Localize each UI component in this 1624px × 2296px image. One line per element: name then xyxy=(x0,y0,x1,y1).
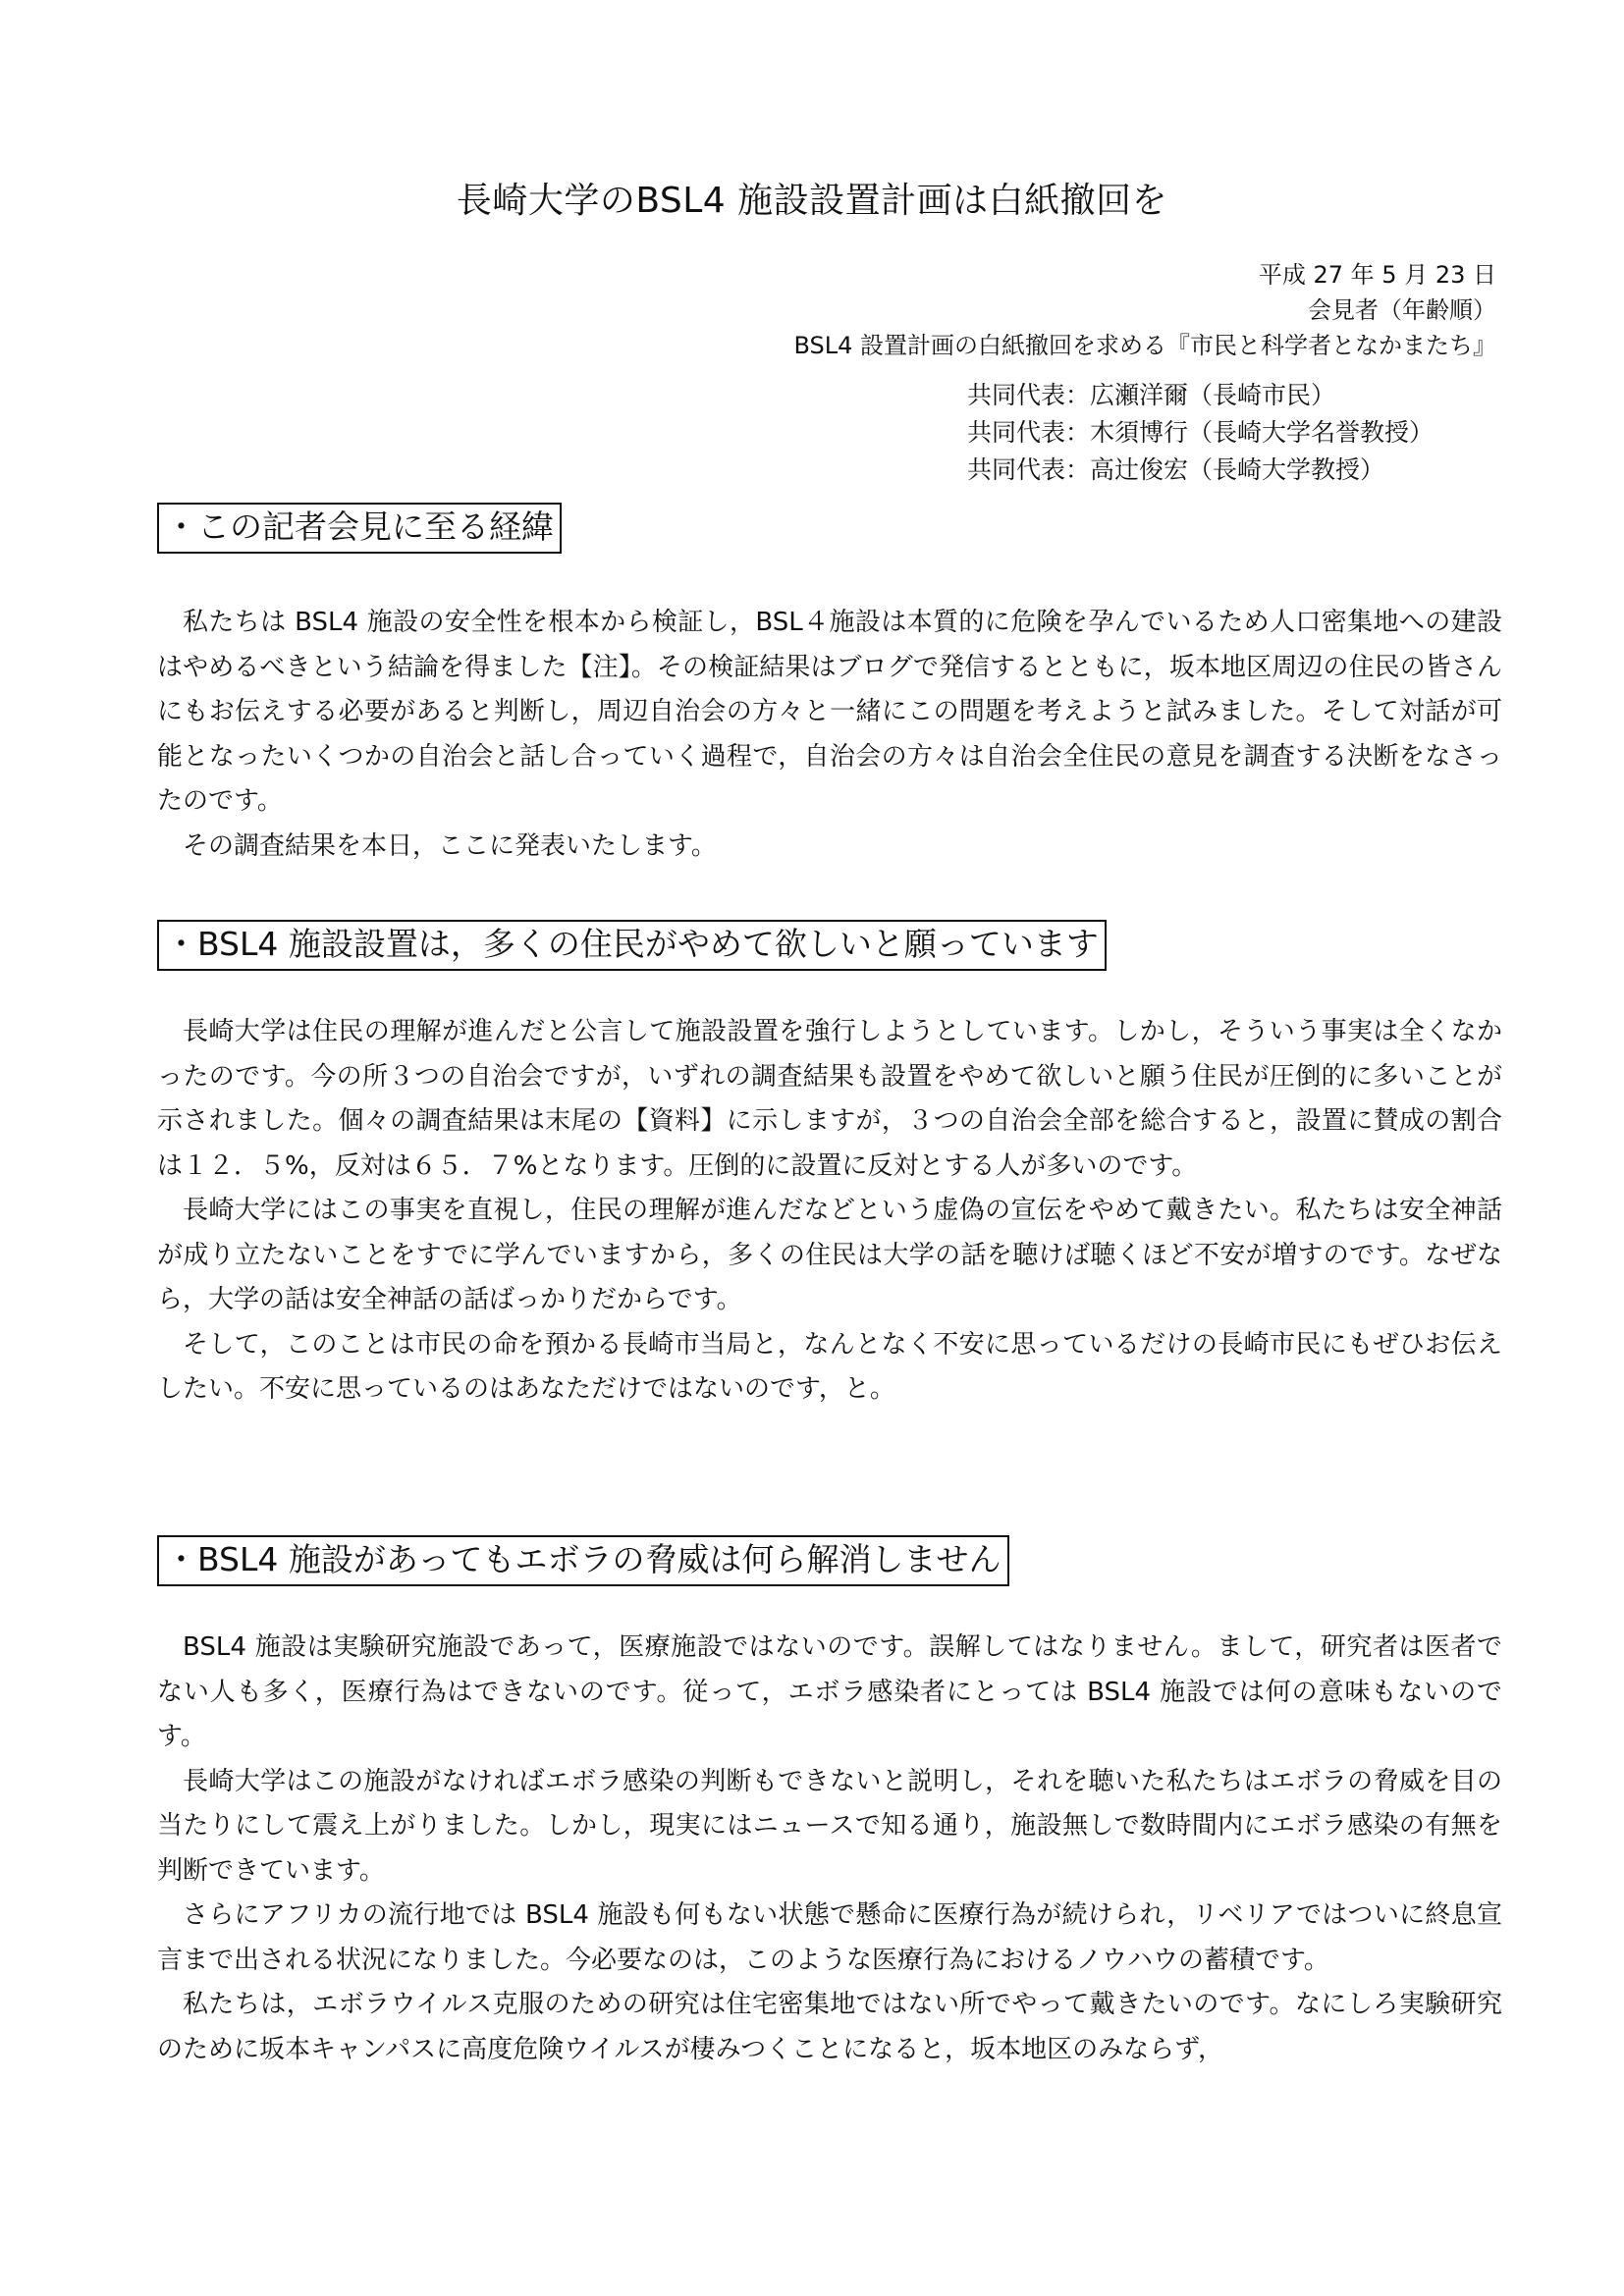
paragraph: 私たちは，エボラウイルス克服のための研究は住宅密集地ではない所でやって戴きたいのです。なにしろ実験研究のために坂本キャンパスに高度危険ウイルスが棲みつくことになると，坂本地区のみならず， xyxy=(157,1990,1502,2064)
document-title: 長崎大学のBSL4 施設設置計画は白紙撤回を xyxy=(456,181,1168,221)
document-meta xyxy=(793,257,1496,363)
member-item: 共同代表：高辻俊宏（長崎大学教授） xyxy=(967,455,1385,484)
paragraph: 長崎大学はこの施設がなければエボラ感染の判断もできないと説明し，それを聴いた私たちはエボラの脅威を目の当たりにして震え上がりました。しかし，現実にはニュースで知る通り，施設無しで数時間内にエボラ感染の有無を判断できています。 xyxy=(157,1766,1502,1886)
paragraph: 長崎大学にはこの事実を直視し，住民の理解が進んだなどという虚偽の宣伝をやめて戴きたい。私たちは安全神話が成り立たないことをすでに学んでいますから，多くの住民は大学の話を聴けば聴くほど不安が増すのです。なぜなら，大学の話は安全神話の話ばっかりだからです。 xyxy=(157,1196,1502,1314)
organization-name: BSL4 設置計画の白紙撤回を求める『市民と科学者となかまたち』 xyxy=(793,332,1496,359)
paragraph: さらにアフリカの流行地では BSL4 施設も何もない状態で懸命に医療行為が続けられ，リベリアではついに終息宣言まで出される状況になりました。今必要なのは，このような医療行為におけるノウハウの蓄積です。 xyxy=(157,1900,1502,1975)
section-heading: ・この記者会見に至る経緯 xyxy=(157,503,562,554)
member-list xyxy=(967,377,1434,489)
section-body xyxy=(157,1626,1502,2072)
section-body xyxy=(157,1010,1502,1413)
member-item: 共同代表：広瀬洋爾（長崎市民） xyxy=(967,381,1336,409)
section-heading: ・BSL4 施設があってもエボラの脅威は何ら解消しません xyxy=(157,1535,1009,1586)
paragraph: BSL4 施設は実験研究施設であって，医療施設ではないのです。誤解してはなりません。まして，研究者は医者でない人も多く，医療行為はできないのです。従って，エボラ感染者にとっては BSL4 施設では何の意味もないのです。 xyxy=(157,1632,1502,1751)
member-item: 共同代表：木須博行（長崎大学名誉教授） xyxy=(967,418,1435,447)
section-resident-opposition xyxy=(157,920,1502,1413)
section-ebola-threat xyxy=(157,1535,1502,2072)
attendees-label: 会見者（年齢順） xyxy=(1308,296,1496,324)
section-body xyxy=(157,601,1502,869)
section-background xyxy=(157,503,1502,869)
paragraph: その調査結果を本日，ここに発表いたします。 xyxy=(183,830,717,861)
document-date: 平成 27 年 5 月 23 日 xyxy=(1258,261,1496,289)
section-heading: ・BSL4 施設設置は，多くの住民がやめて欲しいと願っています xyxy=(157,920,1107,971)
paragraph: そして，このことは市民の命を預かる長崎市当局と，なんとなく不安に思っているだけの長崎市民にもぜひお伝えしたい。不安に思っているのはあなただけではないのです，と。 xyxy=(157,1329,1502,1404)
paragraph: 長崎大学は住民の理解が進んだと公言して施設設置を強行しようとしています。しかし，そういう事実は全くなかったのです。今の所３つの自治会ですが，いずれの調査結果も設置をやめて欲しいと願う住民が圧倒的に多いことが示されました。個々の調査結果は末尾の【資料】に示しますが，３つの自治会全部を総合すると，設置に賛成の割合は１２．５%，反対は６５．７%となります。圧倒的に設置に反対とする人が多いのです。 xyxy=(157,1017,1502,1181)
paragraph: 私たちは BSL4 施設の安全性を根本から検証し，BSL４施設は本質的に危険を孕んでいるため人口密集地への建設はやめるべきという結論を得ました【注】。その検証結果はブログで発信するとともに，坂本地区周辺の住民の皆さんにもお伝えする必要があると判断し，周辺自治会の方々と一緒にこの問題を考えようと試みました。そして対話が可能となったいくつかの自治会と話し合っていく過程で，自治会の方々は自治会全住民の意見を調査する決断をなさったのです。 xyxy=(157,608,1502,816)
